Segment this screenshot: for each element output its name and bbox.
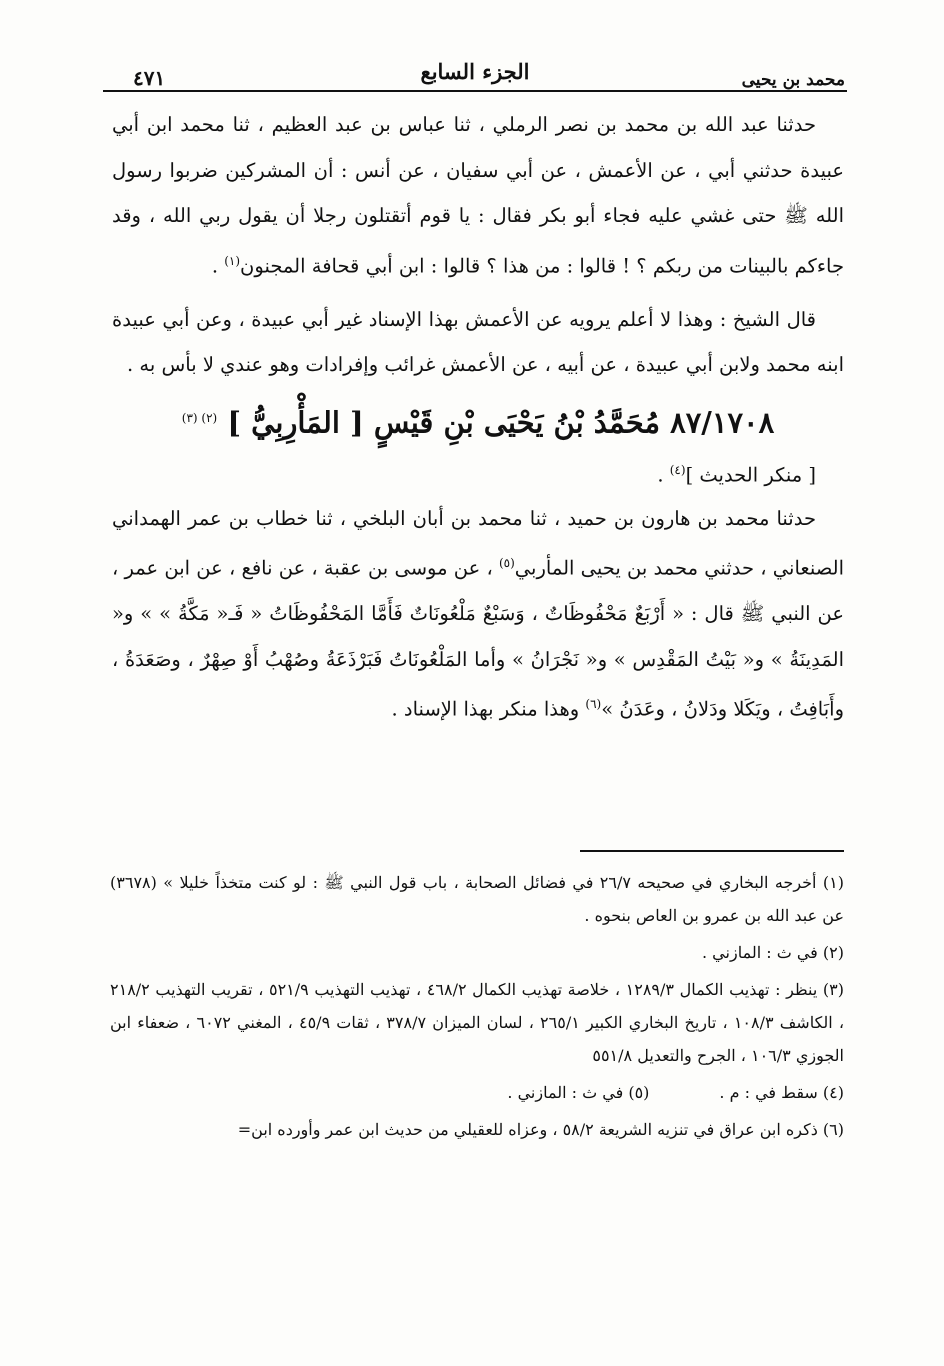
entry-name: مُحَمَّدُ بْنُ يَحْيَى بْنِ قَيْسٍ [ المَأْرِبِيُّ ] — [227, 405, 661, 440]
running-header — [105, 40, 845, 90]
footnote-ref: (٥) — [498, 556, 515, 571]
grade-end: . — [657, 463, 670, 487]
entry-footnote-refs: (٢) (٣) — [181, 410, 218, 425]
running-author: محمد بن يحيى — [741, 70, 845, 90]
footnotes — [110, 866, 844, 1150]
hadith-paragraph-1 — [112, 102, 844, 289]
part-title: الجزء السابع — [420, 59, 530, 84]
footnote-3: (٣) ينظر : تهذيب الكمال ١٢٨٩/٣ ، خلاصة تهذيب الكمال ٤٦٨/٢ ، تهذيب التهذيب ٥٢١/٩ ، تقريب التهذيب ٢١٨/٢ ، الكاشف ١٠٨/٣ ، تاريخ البخاري الكبير ٢٦٥/١ ، لسان الميزان ٣٧٨/٧ ، ثقات ٤٥/٩ ، المغني ٦٠٧٢ ، ضعفاء ابن الجوزي ١٠٦/٣ ، الجرح والتعديل ٥٥١/٨ — [110, 980, 845, 1065]
header-rule — [103, 90, 847, 92]
paragraph-end: . — [211, 254, 225, 277]
footnote-2: (٢) في ث : المازني . — [702, 943, 844, 962]
footnote-row — [110, 1076, 844, 1113]
footnote-ref: (١) — [224, 253, 241, 268]
commentary-paragraph: قال الشيخ : وهذا لا أعلم يرويه عن الأعمش بهذا الإسناد غير أبي عبيدة ، وعن أبي عبيدة ابنه محمد ولابن أبي عبيدة ، عن أبيه ، عن الأعمش غرائب وإفرادات وهو عندي لا بأس به . — [112, 307, 844, 376]
hadith-paragraph-2 — [112, 496, 844, 733]
entry-heading — [112, 390, 844, 451]
entry-number: ٨٧/١٧٠٨ — [670, 405, 775, 440]
paragraph-text: حدثنا عبد الله بن محمد بن نصر الرملي ، ثنا عباس بن عبد العظيم ، ثنا محمد ابن أبي عبيدة حدثني أبي ، عن الأعمش ، عن أبي سفيان ، عن أنس : أن المشركين ضربوا رسول الله ﷺ حتى غشي عليه فجاء أبو بكر فقال : يا قوم أتقتلون رجلا أن يقول ربي الله ، وقد جاءكم بالبينات من ربكم ؟ ! قالوا : من هذا ؟ قالوا : ابن أبي قحافة المجنون — [112, 113, 844, 277]
footnote-ref: (٦) — [585, 697, 602, 712]
footnote-5: (٥) في ث : المازني . — [507, 1083, 650, 1102]
page-number: ٤٧١ — [133, 66, 166, 90]
narrator-grade — [112, 450, 844, 496]
paragraph-text: ، عن موسى بن عقبة ، عن نافع ، عن ابن عمر ، عن النبي ﷺ قال : « أَرْبَعٌ مَحْفُوظَاتٌ ، وَسَبْعٌ مَلْعُونَاتٌ فَأَمَّا المَحْفُوظَاتُ « فَـ« مَكَّةُ » » و« المَدِينَةُ » و« بَيْتُ المَقْدِس » و« نَجْرَانُ » وأما المَلْعُونَاتُ فَبَرْذَعَةُ وصُهْبُ أَوْ صِهْرٌ ، وصَعَدَةُ ، وأَبَافِتُ ، ويَكَلا ودَلانُ ، وعَدَنُ » — [112, 556, 844, 721]
grade-text: [ منكر الحديث ] — [685, 463, 816, 487]
footnote-ref: (٤) — [669, 463, 686, 478]
footnote-rule — [580, 850, 844, 852]
footnote-4: (٤) سقط في : م . — [719, 1083, 844, 1102]
paragraph-text: حدثنا محمد بن هارون بن حميد ، ثنا محمد بن أبان البلخي ، ثنا خطاب بن عمر الهمداني الصنعاني ، حدثني محمد بن يحيى المأربي — [112, 506, 844, 580]
footnote-6: (٦) ذكره ابن عراق في تنزيه الشريعة ٥٨/٢ ، وعزاه للعقيلي من حديث ابن عمر وأورده ابن= — [237, 1120, 844, 1139]
paragraph-end: وهذا منكر بهذا الإسناد . — [391, 697, 586, 721]
footnote-1: (١) أخرجه البخاري في صحيحه ٢٦/٧ في فضائل الصحابة ، باب قول النبي ﷺ : لو كنت متخذاً خليلا » (٣٦٧٨) عن عبد الله بن عمرو بن العاص بنحوه . — [110, 873, 844, 925]
main-text — [112, 102, 844, 732]
